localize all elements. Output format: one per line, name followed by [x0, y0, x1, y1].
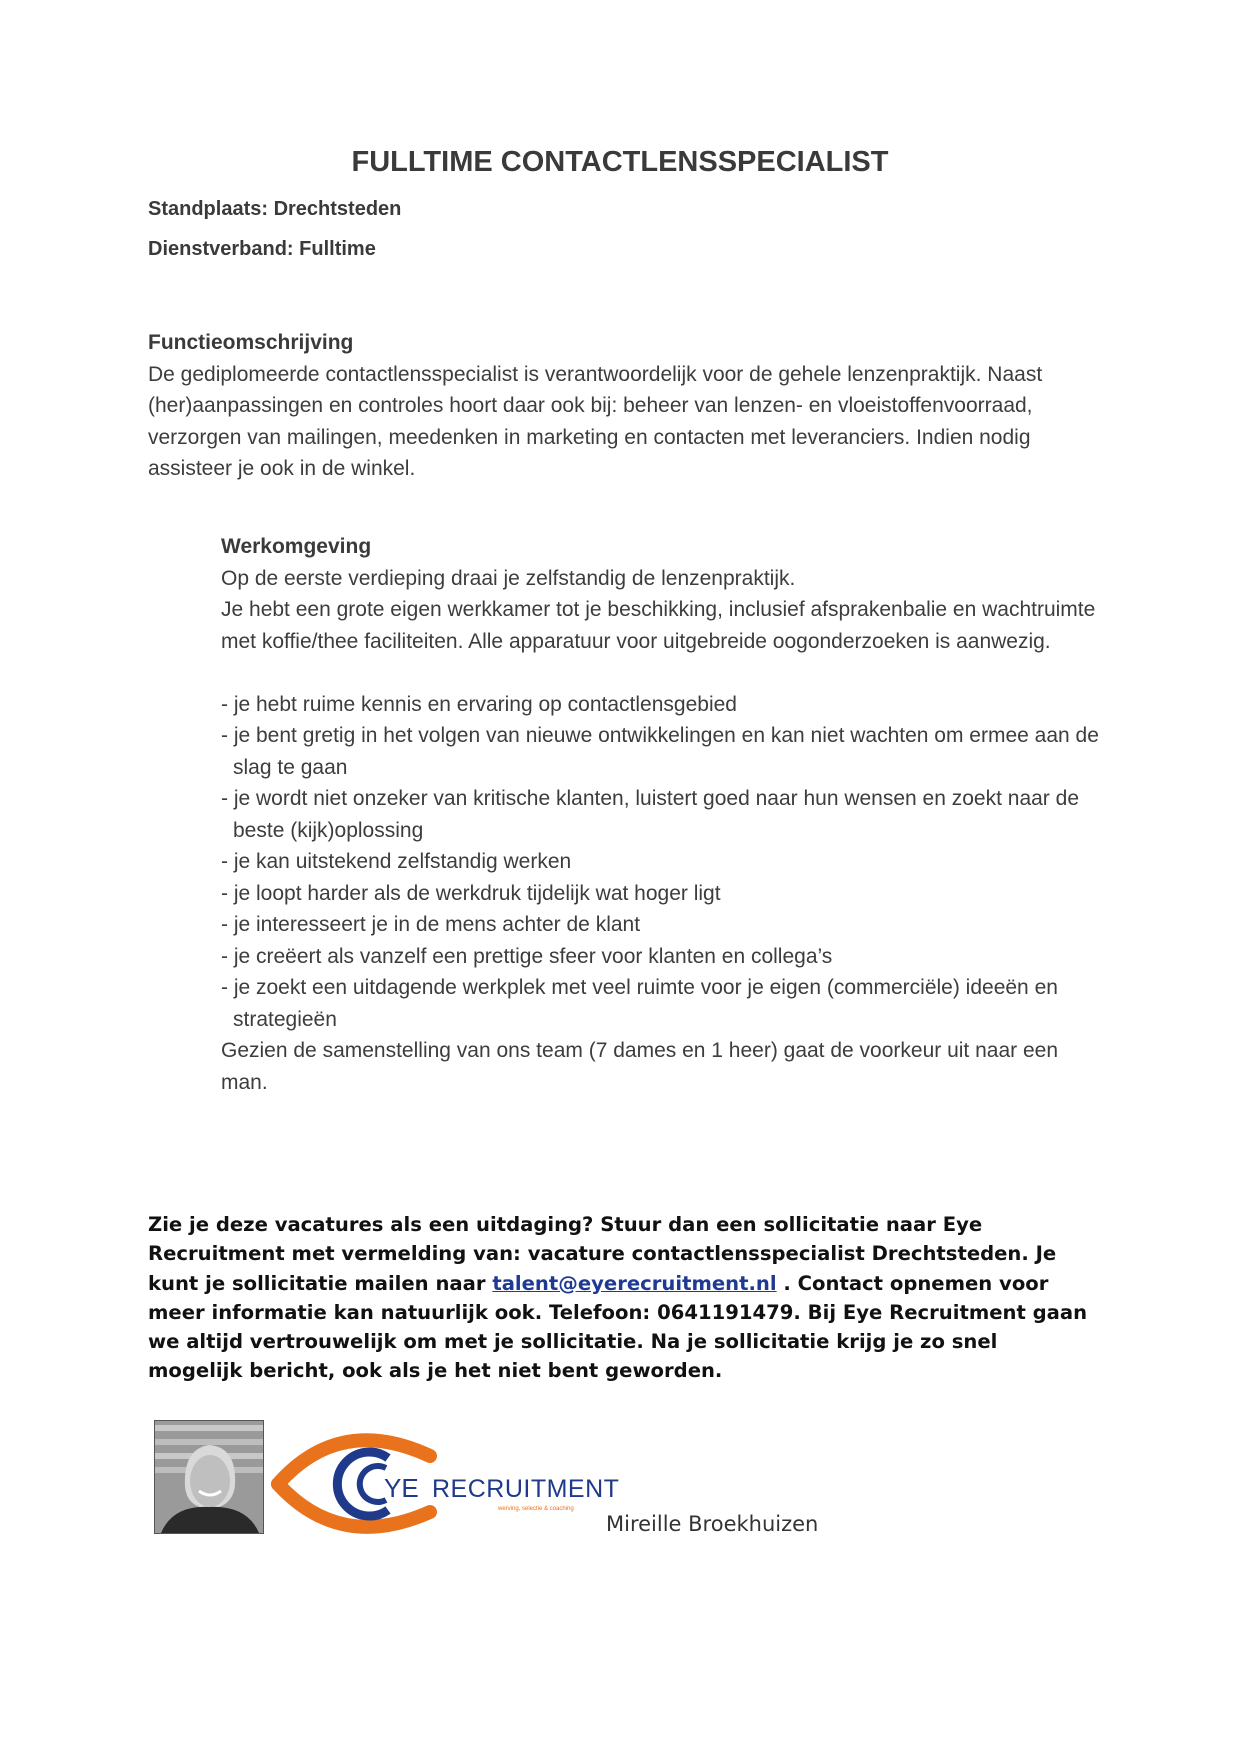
eye-recruitment-logo	[270, 1424, 620, 1542]
description-section	[148, 327, 1108, 485]
environment-heading: Werkomgeving	[221, 535, 372, 558]
list-item: - je bent gretig in het volgen van nieuwe ontwikkelingen en kan niet wachten om ermee aan de slag te gaan	[221, 724, 1099, 779]
list-item: - je wordt niet onzeker van kritische klanten, luistert goed naar hun wensen en zoekt naar de beste (kijk)oplossing	[221, 787, 1079, 842]
page-title: FULLTIME CONTACTLENSSPECIALIST	[351, 146, 889, 178]
environment-line-1: Op de eerste verdieping draai je zelfstandig de lenzenpraktijk.	[221, 566, 796, 590]
list-item: - je kan uitstekend zelfstandig werken	[221, 850, 572, 873]
logo-ye: YE	[384, 1473, 419, 1503]
cta-text-after: . Contact opnemen voor meer informatie kan natuurlijk ook. Telefoon: 0641191479. Bij Eye Recruitment gaan we altijd vertrouwelijk om met je sollicitatie. Na je sollicitatie krijg je zo snel mogelijk bericht, ook als je het niet bent geworden.	[148, 1271, 1088, 1383]
location-line: Standplaats: Drechtsteden	[148, 198, 402, 220]
logo-recruitment: RECRUITMENT	[432, 1475, 620, 1503]
logo-tagline: werving, selectie & coaching	[498, 1506, 574, 1512]
employment-line: Dienstverband: Fulltime	[148, 238, 376, 260]
list-item: - je zoekt een uitdagende werkplek met veel ruimte voor je eigen (commerciële) ideeën en strategieën	[221, 976, 1058, 1031]
email-link[interactable]: talent@eyerecruitment.nl	[492, 1271, 777, 1295]
list-item: - je interesseert je in de mens achter de klant	[221, 913, 641, 936]
cta-text-before: Zie je deze vacatures als een uitdaging? Stuur dan een sollicitatie naar Eye Recruitment met vermelding van: vacature contactlensspecialist Drechtsteden. Je kunt je sollicitatie mailen naar	[148, 1213, 1057, 1295]
signature-name: Mireille Broekhuizen	[606, 1512, 819, 1536]
list-item: - je hebt ruime kennis en ervaring op contactlensgebied	[221, 692, 737, 716]
application-paragraph	[148, 1210, 1088, 1386]
list-item: - je loopt harder als de werkdruk tijdelijk wat hoger ligt	[221, 881, 721, 905]
recruiter-photo	[154, 1420, 264, 1534]
environment-line-2: Je hebt een grote eigen werkkamer tot je beschikking, inclusief afsprakenbalie en wachtruimte met koffie/thee faciliteiten. Alle apparatuur voor uitgebreide oogonderzoeken is aanwezig.	[221, 598, 1096, 653]
requirements-list	[221, 689, 1101, 1036]
team-note: Gezien de samenstelling van ons team (7 dames en 1 heer) gaat de voorkeur uit naar een man.	[221, 1039, 1058, 1094]
description-heading: Functieomschrijving	[148, 331, 354, 354]
list-item: - je creëert als vanzelf een prettige sfeer voor klanten en collega’s	[221, 944, 833, 968]
environment-section	[221, 531, 1101, 1098]
description-body: De gediplomeerde contactlensspecialist is verantwoordelijk voor de gehele lenzenpraktijk. Naast (her)aanpassingen en controles hoort daar ook bij: beheer van lenzen- en vloeistoffenvoorraad, verzorgen van mailingen, meedenken in marketing en contacten met leveranciers. Indien nodig assisteer je ook in de winkel.	[148, 362, 1043, 480]
